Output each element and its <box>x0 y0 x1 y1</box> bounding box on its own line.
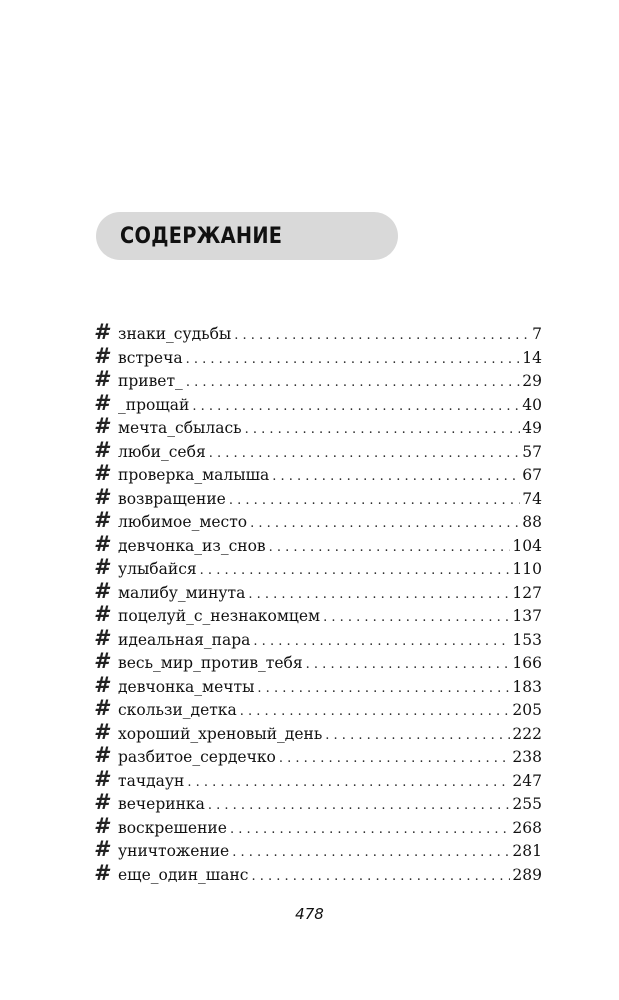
toc-entry-page: 222 <box>512 724 542 743</box>
toc-entry-page: 88 <box>522 513 542 531</box>
contents-heading: СОДЕРЖАНИЕ <box>120 223 283 249</box>
toc-entry[interactable] <box>94 321 542 345</box>
dot-leader <box>208 794 511 818</box>
dot-leader <box>251 865 510 889</box>
hash-icon: # <box>94 367 109 391</box>
dot-leader <box>272 465 520 489</box>
hash-icon: # <box>94 414 109 438</box>
toc-entry-page: 205 <box>512 701 542 719</box>
toc-entry-title: идеальная_пара <box>118 630 251 649</box>
hash-icon: # <box>94 813 109 838</box>
toc-entry-page: 29 <box>522 372 542 390</box>
toc-entry[interactable] <box>94 815 542 839</box>
hash-icon: # <box>94 766 109 791</box>
hash-icon: # <box>94 555 109 579</box>
toc-entry-title: хороший_хреновый_день <box>118 724 323 743</box>
toc-entry-title: малибу_минута <box>118 583 246 602</box>
toc-entry[interactable] <box>94 462 542 486</box>
toc-entry-page: 57 <box>522 442 542 461</box>
toc-entry-title: знаки_судьбы <box>118 325 232 343</box>
hash-icon: # <box>94 578 109 603</box>
hash-icon: # <box>94 602 109 626</box>
dot-leader <box>279 747 511 771</box>
dot-leader <box>250 512 520 536</box>
toc-entry[interactable] <box>94 556 542 580</box>
hash-icon: # <box>94 320 109 344</box>
dot-leader <box>186 348 521 372</box>
toc-entry-page: 40 <box>522 395 542 414</box>
dot-leader <box>257 677 510 701</box>
hash-icon: # <box>94 860 109 885</box>
toc-entry[interactable] <box>94 580 542 604</box>
toc-entry-page: 7 <box>532 325 542 343</box>
toc-entry-title: воскрешение <box>118 818 227 837</box>
toc-entry-title: весь_мир_против_тебя <box>118 654 303 672</box>
page-number: 478 <box>295 905 324 923</box>
hash-icon: # <box>94 508 109 532</box>
hash-icon: # <box>94 437 109 462</box>
hash-icon: # <box>94 625 109 650</box>
dot-leader <box>234 324 530 348</box>
dot-leader <box>209 442 521 466</box>
toc-entry-page: 49 <box>522 419 542 437</box>
toc-entry-title: уничтожение <box>118 842 230 860</box>
dot-leader <box>325 724 510 748</box>
toc-entry[interactable] <box>94 697 542 721</box>
dot-leader <box>323 606 510 630</box>
toc-entry-page: 74 <box>522 489 542 508</box>
hash-icon: # <box>94 790 109 814</box>
toc-entry-title: тачдаун <box>118 771 185 790</box>
toc-entry[interactable] <box>94 862 542 886</box>
dot-leader <box>248 583 510 607</box>
dot-leader <box>230 818 510 842</box>
toc-entry-title: встреча <box>118 348 183 367</box>
toc-entry-title: любимое_место <box>118 513 248 531</box>
toc-entry-page: 183 <box>512 677 542 696</box>
toc-entry-title: мечта_сбылась <box>118 419 242 437</box>
toc-entry-page: 247 <box>512 771 542 790</box>
toc-entry-title: поцелуй_с_незнакомцем <box>118 607 321 625</box>
contents-heading-banner <box>96 212 398 260</box>
hash-icon: # <box>94 649 109 673</box>
dot-leader <box>186 371 520 395</box>
toc-entry[interactable] <box>94 439 542 463</box>
dot-leader <box>192 395 520 419</box>
toc-entry-page: 110 <box>512 560 542 578</box>
toc-entry-title: вечеринка <box>118 795 205 813</box>
hash-icon: # <box>94 484 109 509</box>
toc-entry[interactable] <box>94 368 542 392</box>
dot-leader <box>269 536 511 560</box>
toc-entry-page: 153 <box>512 630 542 649</box>
hash-icon: # <box>94 390 109 415</box>
toc-entry[interactable] <box>94 392 542 416</box>
dot-leader <box>232 841 510 865</box>
toc-entry[interactable] <box>94 768 542 792</box>
toc-entry[interactable] <box>94 674 542 698</box>
hash-icon: # <box>94 719 109 744</box>
dot-leader <box>229 489 520 513</box>
toc-entry[interactable] <box>94 627 542 651</box>
hash-icon: # <box>94 461 109 485</box>
hash-icon: # <box>94 743 109 767</box>
dot-leader <box>253 630 510 654</box>
dot-leader <box>240 700 511 724</box>
toc-entry[interactable] <box>94 345 542 369</box>
toc-entry[interactable] <box>94 721 542 745</box>
toc-entry[interactable] <box>94 509 542 533</box>
toc-entry-page: 238 <box>512 748 542 766</box>
toc-entry-title: девчонка_мечты <box>118 677 255 696</box>
hash-icon: # <box>94 837 109 861</box>
toc-entry-title: улыбайся <box>118 560 197 578</box>
toc-entry-page: 166 <box>512 654 542 672</box>
toc-entry-page: 14 <box>522 348 542 367</box>
toc-entry-page: 268 <box>512 818 542 837</box>
toc-entry[interactable] <box>94 415 542 439</box>
toc-entry-page: 289 <box>512 865 542 884</box>
dot-leader <box>306 653 511 677</box>
hash-icon: # <box>94 343 109 368</box>
toc-entry[interactable] <box>94 603 542 627</box>
toc-entry-page: 255 <box>512 795 542 813</box>
toc-entry-title: разбитое_сердечко <box>118 748 276 766</box>
table-of-contents <box>94 321 542 885</box>
toc-entry[interactable] <box>94 791 542 815</box>
toc-entry-title: возвращение <box>118 489 226 508</box>
toc-entry-title: люби_себя <box>118 442 206 461</box>
toc-entry[interactable] <box>94 533 542 557</box>
toc-entry-title: девчонка_из_снов <box>118 536 266 555</box>
toc-entry-page: 137 <box>512 607 542 625</box>
toc-entry[interactable] <box>94 650 542 674</box>
toc-entry-title: проверка_малыша <box>118 466 270 484</box>
hash-icon: # <box>94 531 109 556</box>
toc-entry-title: _прощай <box>118 395 190 414</box>
toc-entry[interactable] <box>94 486 542 510</box>
toc-entry-page: 104 <box>512 536 542 555</box>
toc-entry-page: 67 <box>522 466 542 484</box>
toc-entry-title: еще_один_шанс <box>118 865 249 884</box>
hash-icon: # <box>94 672 109 697</box>
dot-leader <box>245 418 521 442</box>
toc-entry[interactable] <box>94 744 542 768</box>
toc-entry-page: 127 <box>512 583 542 602</box>
toc-entry-title: скользи_детка <box>118 701 237 719</box>
hash-icon: # <box>94 696 109 720</box>
dot-leader <box>200 559 511 583</box>
toc-entry-page: 281 <box>512 842 542 860</box>
toc-entry[interactable] <box>94 838 542 862</box>
toc-entry-title: привет_ <box>118 372 183 390</box>
dot-leader <box>187 771 510 795</box>
